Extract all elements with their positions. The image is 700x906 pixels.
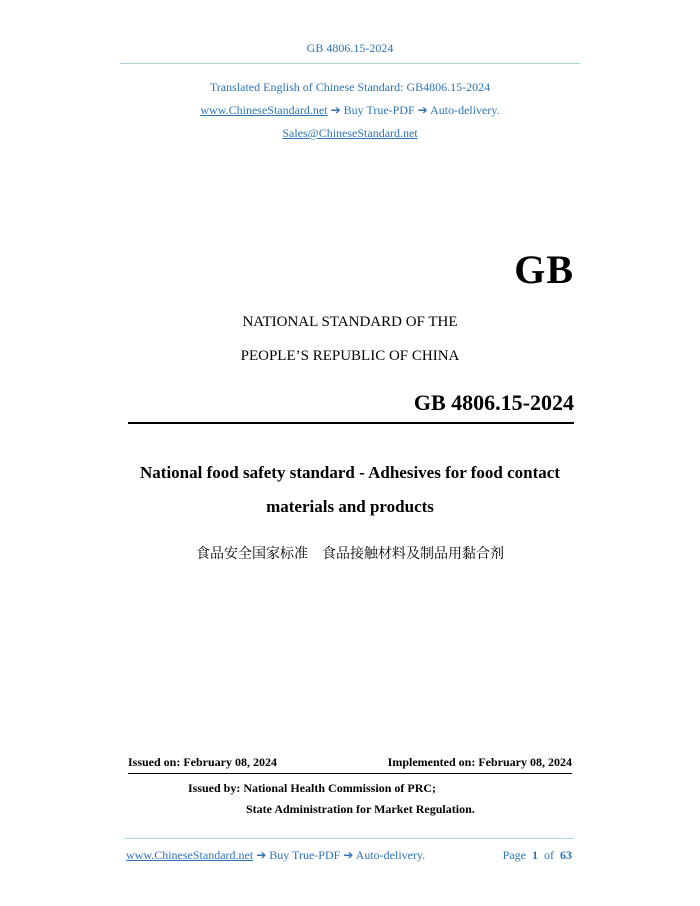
translated-notice xyxy=(0,80,700,95)
issued-by-line1: Issued by: National Health Commission of PRC; xyxy=(188,781,437,795)
page-current: 1 xyxy=(532,848,538,862)
issue-divider xyxy=(128,773,572,774)
header-standard-code: GB 4806.15-2024 xyxy=(306,41,394,55)
title-en-line2: materials and products xyxy=(266,497,434,516)
page-of: of xyxy=(544,848,554,862)
title-en-line1: National food safety standard - Adhesives for food contact xyxy=(140,463,560,482)
issued-on-date: Issued on: February 08, 2024 xyxy=(128,755,278,769)
email-line xyxy=(0,126,700,141)
title-divider xyxy=(128,422,574,424)
promo-tail: ➔ Buy True-PDF ➔ Auto-delivery. xyxy=(327,103,500,117)
footer-promo xyxy=(126,848,425,863)
issued-by-line2: State Administration for Market Regulation. xyxy=(246,802,475,816)
standard-number: GB 4806.15-2024 xyxy=(413,390,574,415)
title-chinese: 食品安全国家标准 食品接触材料及制品用黏合剂 xyxy=(196,546,504,562)
implemented-on-date: Implemented on: February 08, 2024 xyxy=(387,755,572,769)
page-label: Page xyxy=(502,848,526,862)
page-indicator xyxy=(503,848,572,863)
footer-promo-tail: ➔ Buy True-PDF ➔ Auto-delivery. xyxy=(253,848,426,862)
national-standard-line1: NATIONAL STANDARD OF THE xyxy=(242,314,458,330)
footer-site-link[interactable]: www.ChineseStandard.net xyxy=(126,848,254,862)
site-link[interactable]: www.ChineseStandard.net xyxy=(200,103,328,117)
promo-line xyxy=(0,103,700,118)
translated-code: GB4806.15-2024 xyxy=(406,80,491,94)
national-standard-line2: PEOPLE’S REPUBLIC OF CHINA xyxy=(240,348,460,364)
header-divider xyxy=(120,63,580,64)
page-total: 63 xyxy=(560,848,572,862)
email-link[interactable]: Sales@ChineseStandard.net xyxy=(282,126,418,140)
translated-prefix: Translated English of Chinese Standard: xyxy=(209,80,407,94)
gb-logo: GB xyxy=(514,247,574,292)
footer-divider xyxy=(124,838,574,839)
